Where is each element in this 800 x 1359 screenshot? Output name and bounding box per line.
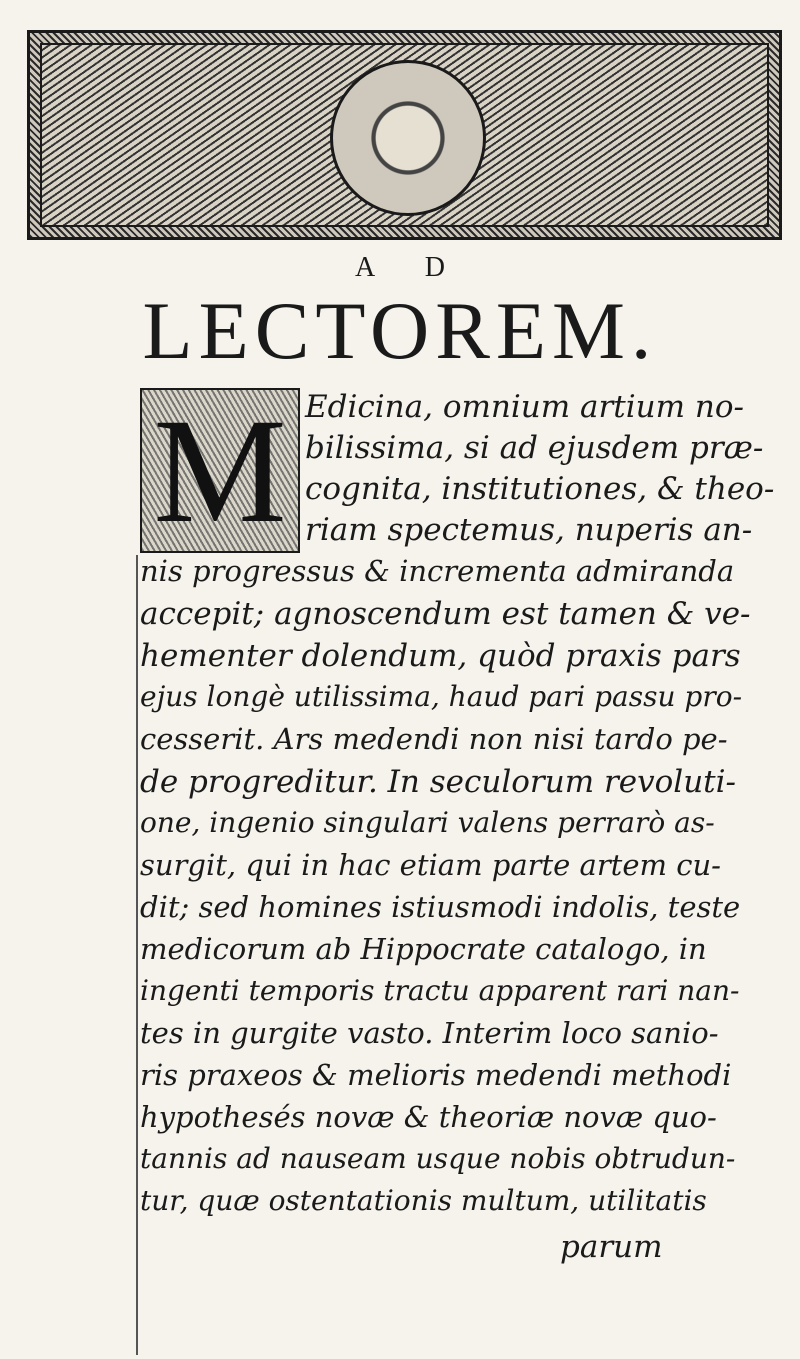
- text-line: de progreditur. In seculorum revoluti-: [140, 764, 737, 800]
- text-line: accepit; agnoscendum est tamen & ve-: [140, 596, 751, 632]
- catchword: parum: [560, 1229, 663, 1265]
- text-line: bilissima, si ad ejusdem præ-: [305, 430, 764, 466]
- heading-lectorem: LECTOREM.: [142, 285, 658, 376]
- margin-rule: [136, 555, 138, 1355]
- text-line: hypothesés novæ & theoriæ novæ quo-: [140, 1100, 717, 1134]
- ornamental-headpiece-icon: [27, 30, 782, 240]
- text-line: cognita, institutiones, & theo-: [305, 471, 775, 507]
- text-line: cesserit. Ars medendi non nisi tardo pe-: [140, 722, 728, 756]
- headpiece-emblem-icon: [330, 60, 486, 216]
- text-line: surgit, qui in hac etiam parte artem cu-: [140, 848, 721, 882]
- text-line: tannis ad nauseam usque nobis obtrudun-: [140, 1142, 736, 1175]
- initial-letter: M: [142, 390, 298, 551]
- text-line: hementer dolendum, quòd praxis pars: [140, 638, 741, 674]
- text-line: ejus longè utilissima, haud pari passu pro-: [140, 680, 743, 713]
- decorated-initial-icon: [140, 388, 300, 553]
- text-line: Edicina, omnium artium no-: [305, 389, 744, 425]
- text-line: one, ingenio singulari valens perrarò as-: [140, 806, 715, 839]
- text-line: nis progressus & incrementa admiranda: [140, 554, 735, 588]
- text-line: ingenti temporis tractu apparent rari nan-: [140, 974, 740, 1007]
- text-line: riam spectemus, nuperis an-: [305, 512, 753, 548]
- text-line: tur, quæ ostentationis multum, utilitatis: [140, 1184, 707, 1217]
- text-line: medicorum ab Hippocrate catalogo, in: [140, 932, 707, 966]
- text-line: tes in gurgite vasto. Interim loco sanio-: [140, 1016, 719, 1050]
- text-line: ris praxeos & melioris medendi methodi: [140, 1058, 732, 1092]
- headpiece-inner-frame: [40, 43, 769, 227]
- text-line: dit; sed homines istiusmodi indolis, teste: [140, 890, 741, 924]
- heading-ad: A D: [355, 252, 467, 283]
